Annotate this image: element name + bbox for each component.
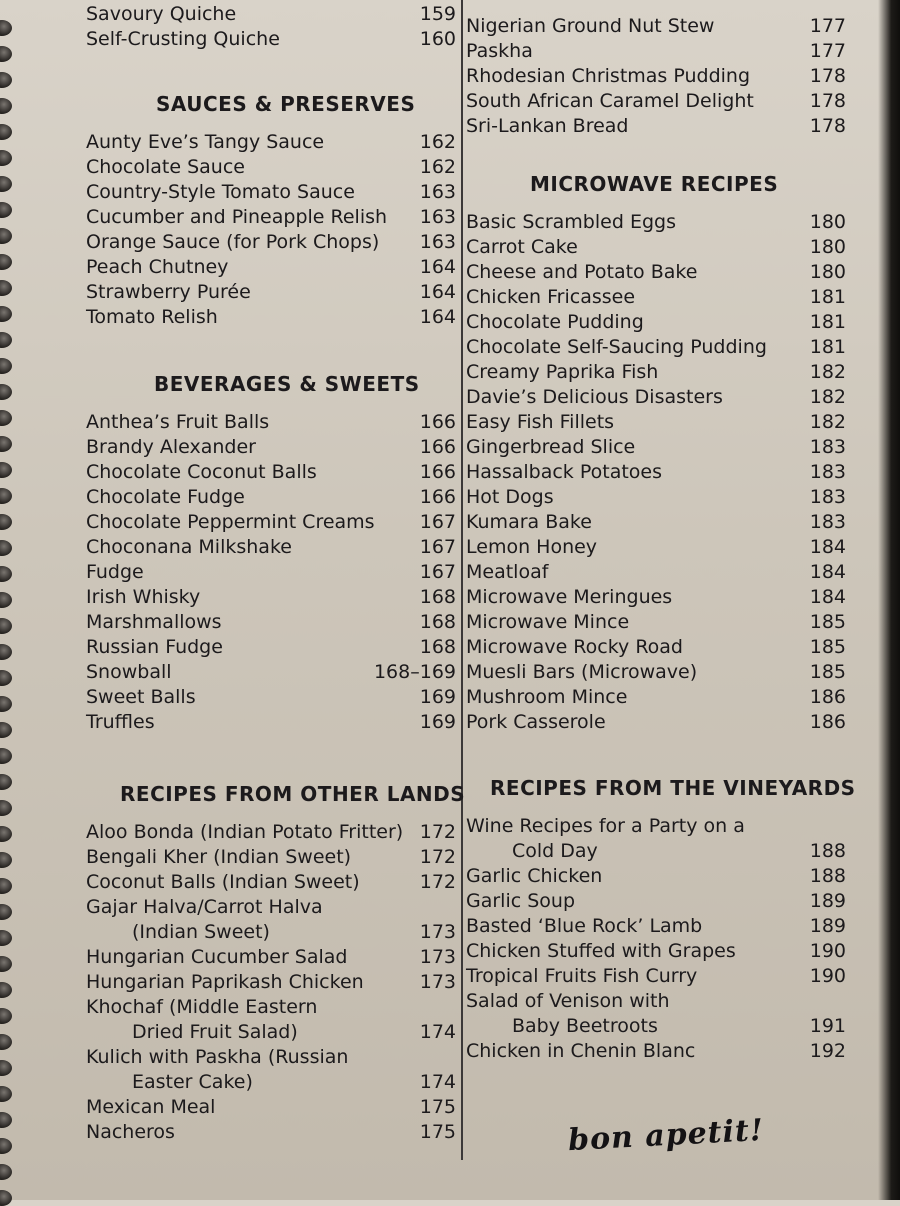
index-entry (86, 635, 456, 660)
entry-name: Sweet Balls (86, 686, 196, 708)
entry-name: Chicken in Chenin Blanc (466, 1040, 696, 1062)
index-entry (466, 685, 846, 710)
binding-ring (0, 644, 12, 660)
entry-name: Kulich with Paskha (Russian (86, 1046, 349, 1068)
index-entry (86, 710, 456, 735)
binding-ring (0, 20, 12, 36)
section-heading: RECIPES FROM THE VINEYARDS (490, 776, 856, 800)
entry-name: Anthea’s Fruit Balls (86, 411, 270, 433)
index-entry (466, 235, 846, 260)
index-entry (466, 610, 846, 635)
entry-page-number: 166 (419, 461, 456, 483)
index-entry (466, 635, 846, 660)
entry-page-number: 180 (809, 261, 846, 283)
index-entry (86, 230, 456, 255)
index-entry (466, 64, 846, 89)
index-entry (466, 1039, 846, 1064)
index-entry (466, 310, 846, 335)
index-entry (466, 210, 846, 235)
entry-page-number: 184 (809, 586, 846, 608)
entry-page-number: 181 (809, 336, 846, 358)
index-entry (86, 560, 456, 585)
entry-page-number: 168 (419, 611, 456, 633)
entry-page-number: 189 (809, 915, 846, 937)
index-entry (466, 14, 846, 39)
entry-name: Nacheros (86, 1121, 175, 1143)
index-entry (86, 945, 456, 970)
entry-name: Chicken Stuffed with Grapes (466, 940, 736, 962)
entry-page-number: 174 (419, 1021, 456, 1043)
binding-ring (0, 1060, 12, 1076)
binding-ring (0, 566, 12, 582)
index-section (466, 776, 856, 1064)
index-entry (86, 460, 456, 485)
entry-name: Hungarian Cucumber Salad (86, 946, 348, 968)
binding-ring (0, 98, 12, 114)
entry-page-number: 186 (809, 686, 846, 708)
entry-name: Savoury Quiche (86, 3, 237, 25)
entry-name: Sri-Lankan Bread (466, 115, 629, 137)
index-entry (466, 585, 846, 610)
entry-name: Marshmallows (86, 611, 222, 633)
entry-name: Snowball (86, 661, 172, 683)
binding-ring (0, 514, 12, 530)
index-entry (86, 920, 456, 945)
index-entry (86, 970, 456, 995)
index-entry (466, 435, 846, 460)
binding-ring (0, 696, 12, 712)
entry-name: Muesli Bars (Microwave) (466, 661, 698, 683)
entry-page-number: 166 (419, 436, 456, 458)
index-entry (466, 560, 846, 585)
binding-ring (0, 280, 12, 296)
index-entry (86, 280, 456, 305)
index-entry (466, 114, 846, 139)
binding-ring (0, 410, 12, 426)
binding-ring (0, 488, 12, 504)
entry-name: Orange Sauce (for Pork Chops) (86, 231, 380, 253)
entry-page-number: 190 (809, 965, 846, 987)
binding-ring (0, 332, 12, 348)
index-entry (86, 155, 456, 180)
entry-name: Tropical Fruits Fish Curry (466, 965, 698, 987)
index-entry (86, 1120, 456, 1145)
entry-page-number: 173 (419, 921, 456, 943)
binding-ring (0, 1034, 12, 1050)
entry-page-number: 163 (419, 181, 456, 203)
entry-page-number: 167 (419, 536, 456, 558)
index-entry (86, 27, 456, 52)
entry-name: Tomato Relish (86, 306, 218, 328)
entry-name: Coconut Balls (Indian Sweet) (86, 871, 360, 893)
index-section (86, 92, 456, 330)
binding-ring (0, 384, 12, 400)
entry-name: Aloo Bonda (Indian Potato Fritter) (86, 821, 404, 843)
entry-name: Pork Casserole (466, 711, 606, 733)
entry-name: Davie’s Delicious Disasters (466, 386, 723, 408)
binding-ring (0, 1008, 12, 1024)
binding-ring (0, 1086, 12, 1102)
entry-name: Chocolate Pudding (466, 311, 644, 333)
entry-page-number: 164 (419, 306, 456, 328)
index-entry (466, 939, 846, 964)
binding-ring (0, 618, 12, 634)
entry-page-number: 174 (419, 1071, 456, 1093)
index-entry (86, 1020, 456, 1045)
index-entry (466, 260, 846, 285)
entry-page-number: 182 (809, 361, 846, 383)
binding-ring (0, 670, 12, 686)
entry-page-number: 183 (809, 511, 846, 533)
binding-ring (0, 1112, 12, 1128)
entry-page-number: 186 (809, 711, 846, 733)
entry-page-number: 184 (809, 561, 846, 583)
entry-name: Choconana Milkshake (86, 536, 292, 558)
entry-page-number: 183 (809, 436, 846, 458)
index-section (466, 172, 846, 735)
entry-name: Country-Style Tomato Sauce (86, 181, 355, 203)
entry-page-number: 163 (419, 206, 456, 228)
binding-ring (0, 202, 12, 218)
index-entry (466, 864, 846, 889)
entry-page-number: 175 (419, 1121, 456, 1143)
binding-ring (0, 436, 12, 452)
binding-ring (0, 228, 12, 244)
entry-name: Basic Scrambled Eggs (466, 211, 676, 233)
entry-name: Hot Dogs (466, 486, 554, 508)
entry-page-number: 181 (809, 286, 846, 308)
entry-name: Meatloaf (466, 561, 549, 583)
binding-ring (0, 774, 12, 790)
index-entry (86, 820, 456, 845)
entry-page-number: 182 (809, 411, 846, 433)
index-entry (86, 870, 456, 895)
entry-page-number: 167 (419, 511, 456, 533)
entry-name: Microwave Meringues (466, 586, 673, 608)
entry-name: Cold Day (512, 840, 598, 862)
entry-page-number: 180 (809, 236, 846, 258)
entry-page-number: 166 (419, 486, 456, 508)
binding-ring (0, 878, 12, 894)
entry-page-number: 178 (809, 115, 846, 137)
entry-name: Lemon Honey (466, 536, 598, 558)
entry-page-number: 159 (419, 3, 456, 25)
index-entry (466, 964, 846, 989)
index-entry (466, 285, 846, 310)
index-entry (86, 1045, 456, 1070)
entry-name: Microwave Mince (466, 611, 630, 633)
index-entry (466, 39, 846, 64)
index-entry (466, 335, 846, 360)
entry-name: Easter Cake) (132, 1071, 253, 1093)
index-entry (466, 989, 846, 1014)
index-entry (466, 460, 846, 485)
entry-page-number: 169 (419, 711, 456, 733)
entry-page-number: 168 (419, 586, 456, 608)
index-entry (86, 995, 456, 1020)
entry-name: Bengali Kher (Indian Sweet) (86, 846, 352, 868)
entry-page-number: 189 (809, 890, 846, 912)
index-entry (86, 1070, 456, 1095)
entry-name: Salad of Venison with (466, 990, 670, 1012)
entry-page-number: 190 (809, 940, 846, 962)
entry-name: Russian Fudge (86, 636, 223, 658)
entry-page-number: 178 (809, 90, 846, 112)
index-entry (86, 485, 456, 510)
binding-ring (0, 956, 12, 972)
entry-name: Chocolate Coconut Balls (86, 461, 317, 483)
entry-name: Baby Beetroots (512, 1015, 658, 1037)
binding-ring (0, 72, 12, 88)
column-divider (461, 0, 463, 1160)
entry-page-number: 162 (419, 131, 456, 153)
binding-ring (0, 358, 12, 374)
index-entry (466, 889, 846, 914)
entry-name: Creamy Paprika Fish (466, 361, 659, 383)
entry-name: South African Caramel Delight (466, 90, 754, 112)
index-entry (466, 1014, 846, 1039)
entry-page-number: 167 (419, 561, 456, 583)
entry-page-number: 173 (419, 971, 456, 993)
entry-page-number: 188 (809, 840, 846, 862)
binding-ring (0, 150, 12, 166)
entry-page-number: 162 (419, 156, 456, 178)
entry-name: Kumara Bake (466, 511, 592, 533)
entry-page-number: 164 (419, 256, 456, 278)
index-entry (86, 2, 456, 27)
binding-ring (0, 592, 12, 608)
binding-ring (0, 306, 12, 322)
binding-ring (0, 852, 12, 868)
entry-name: Garlic Chicken (466, 865, 603, 887)
index-section (466, 14, 846, 139)
index-entry (86, 130, 456, 155)
entry-page-number: 172 (419, 846, 456, 868)
index-entry (466, 660, 846, 685)
index-entry (466, 89, 846, 114)
entry-name: Peach Chutney (86, 256, 229, 278)
binding-ring (0, 930, 12, 946)
entry-page-number: 181 (809, 311, 846, 333)
entry-name: Wine Recipes for a Party on a (466, 815, 745, 837)
index-entry (86, 660, 456, 685)
index-entry (86, 255, 456, 280)
entry-page-number: 168 (419, 636, 456, 658)
entry-page-number: 177 (809, 40, 846, 62)
entry-page-number: 172 (419, 871, 456, 893)
entry-name: Chocolate Self-Saucing Pudding (466, 336, 767, 358)
entry-page-number: 172 (419, 821, 456, 843)
index-entry (86, 845, 456, 870)
binding-ring (0, 800, 12, 816)
section-heading: BEVERAGES & SWEETS (154, 372, 420, 396)
index-entry (86, 510, 456, 535)
entry-name: Chocolate Peppermint Creams (86, 511, 375, 533)
spiral-binding (0, 0, 18, 1200)
entry-page-number: 192 (809, 1040, 846, 1062)
entry-page-number: 160 (419, 28, 456, 50)
entry-page-number: 173 (419, 946, 456, 968)
section-heading: MICROWAVE RECIPES (530, 172, 779, 196)
index-entry (466, 839, 846, 864)
entry-name: Khochaf (Middle Eastern (86, 996, 318, 1018)
entry-name: Brandy Alexander (86, 436, 256, 458)
index-section (86, 372, 456, 735)
index-section (86, 2, 456, 52)
index-entry (466, 914, 846, 939)
binding-ring (0, 722, 12, 738)
index-entry (466, 360, 846, 385)
entry-page-number: 164 (419, 281, 456, 303)
entry-name: Carrot Cake (466, 236, 578, 258)
binding-ring (0, 1138, 12, 1154)
binding-ring (0, 462, 12, 478)
index-entry (466, 510, 846, 535)
signature-text: bon apetit! (567, 1112, 765, 1159)
entry-page-number: 163 (419, 231, 456, 253)
entry-name: Gingerbread Slice (466, 436, 636, 458)
entry-name: Easy Fish Fillets (466, 411, 615, 433)
entry-page-number: 168–169 (373, 661, 456, 683)
entry-name: Hassalback Potatoes (466, 461, 663, 483)
index-section (86, 782, 466, 1145)
binding-ring (0, 1164, 12, 1180)
entry-name: Gajar Halva/Carrot Halva (86, 896, 323, 918)
binding-ring (0, 176, 12, 192)
entry-page-number: 185 (809, 611, 846, 633)
entry-name: Microwave Rocky Road (466, 636, 683, 658)
index-entry (466, 710, 846, 735)
entry-name: (Indian Sweet) (132, 921, 270, 943)
index-entry (86, 205, 456, 230)
binding-ring (0, 540, 12, 556)
entry-page-number: 177 (809, 15, 846, 37)
entry-name: Cucumber and Pineapple Relish (86, 206, 388, 228)
binding-ring (0, 904, 12, 920)
entry-page-number: 178 (809, 65, 846, 87)
entry-name: Irish Whisky (86, 586, 201, 608)
entry-name: Chocolate Fudge (86, 486, 245, 508)
index-entry (86, 685, 456, 710)
entry-page-number: 191 (809, 1015, 846, 1037)
entry-name: Aunty Eve’s Tangy Sauce (86, 131, 325, 153)
entry-page-number: 169 (419, 686, 456, 708)
entry-name: Strawberry Purée (86, 281, 251, 303)
entry-page-number: 175 (419, 1096, 456, 1118)
binding-ring (0, 826, 12, 842)
index-entry (86, 180, 456, 205)
binding-ring (0, 46, 12, 62)
entry-name: Truffles (86, 711, 155, 733)
entry-page-number: 180 (809, 211, 846, 233)
entry-page-number: 185 (809, 636, 846, 658)
index-entry (86, 585, 456, 610)
binding-ring (0, 124, 12, 140)
entry-name: Garlic Soup (466, 890, 576, 912)
entry-name: Basted ‘Blue Rock’ Lamb (466, 915, 703, 937)
index-entry (466, 535, 846, 560)
binding-ring (0, 1190, 12, 1206)
entry-page-number: 166 (419, 411, 456, 433)
entry-name: Dried Fruit Salad) (132, 1021, 298, 1043)
index-entry (86, 410, 456, 435)
index-entry (466, 814, 846, 839)
entry-name: Cheese and Potato Bake (466, 261, 698, 283)
entry-name: Nigerian Ground Nut Stew (466, 15, 715, 37)
binding-ring (0, 982, 12, 998)
entry-page-number: 183 (809, 461, 846, 483)
entry-name: Mexican Meal (86, 1096, 216, 1118)
index-entry (86, 435, 456, 460)
index-entry (86, 895, 456, 920)
index-entry (466, 485, 846, 510)
section-heading: RECIPES FROM OTHER LANDS (120, 782, 466, 806)
entry-page-number: 188 (809, 865, 846, 887)
entry-page-number: 182 (809, 386, 846, 408)
entry-name: Rhodesian Christmas Pudding (466, 65, 751, 87)
entry-name: Chicken Fricassee (466, 286, 636, 308)
entry-name: Mushroom Mince (466, 686, 628, 708)
index-entry (466, 410, 846, 435)
binding-ring (0, 748, 12, 764)
entry-name: Chocolate Sauce (86, 156, 245, 178)
entry-name: Fudge (86, 561, 144, 583)
index-entry (466, 385, 846, 410)
entry-name: Paskha (466, 40, 533, 62)
entry-page-number: 183 (809, 486, 846, 508)
index-entry (86, 610, 456, 635)
section-heading: SAUCES & PRESERVES (156, 92, 416, 116)
index-entry (86, 305, 456, 330)
entry-page-number: 184 (809, 536, 846, 558)
index-entry (86, 535, 456, 560)
binding-ring (0, 254, 12, 270)
entry-name: Hungarian Paprikash Chicken (86, 971, 364, 993)
entry-page-number: 185 (809, 661, 846, 683)
entry-name: Self-Crusting Quiche (86, 28, 280, 50)
index-entry (86, 1095, 456, 1120)
